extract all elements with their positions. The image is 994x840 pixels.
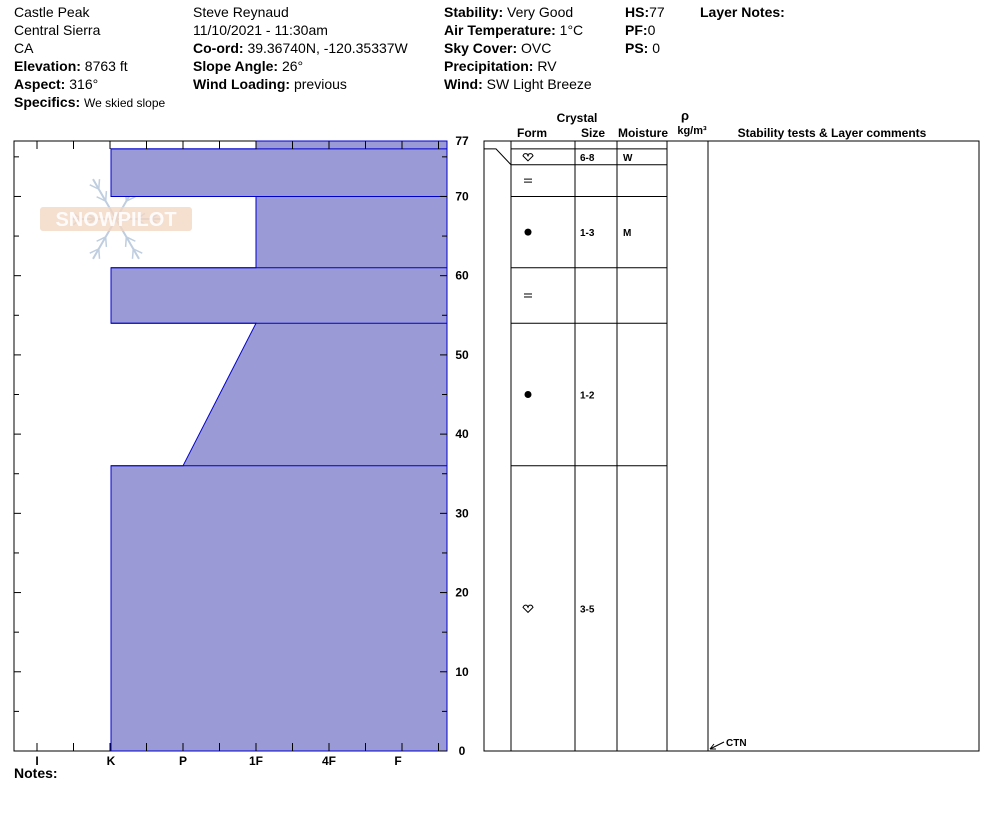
crystal-size-value: 6-8: [580, 152, 595, 164]
hardness-tick-label: 4F: [321, 754, 337, 768]
precip-label: Precipitation:: [444, 58, 534, 74]
pf-label: PF:: [625, 22, 648, 38]
header-moisture: Moisture: [617, 126, 669, 140]
state: CA: [14, 40, 34, 56]
layer-notes-label: Layer Notes:: [700, 4, 785, 20]
wind-value: SW Light Breeze: [486, 76, 592, 92]
coord-value: 39.36740N, -120.35337W: [247, 40, 408, 56]
logo-snowflake-branch: [126, 237, 127, 247]
coord-label: Co-ord:: [193, 40, 244, 56]
datetime: 11/10/2021 - 11:30am: [193, 22, 328, 38]
logo-snowflake-branch: [132, 249, 133, 259]
logo-text: SNOWPILOT: [55, 209, 177, 231]
air-temp-value: 1°C: [559, 22, 584, 38]
pf-value: 0: [647, 22, 656, 38]
header-size: Size: [580, 126, 606, 140]
crystal-size-value: 1-3: [580, 228, 595, 240]
logo-snowflake-branch: [99, 179, 100, 189]
logo-snowflake-branch: [106, 191, 107, 201]
depth-tick-label: 77: [455, 134, 469, 148]
moisture-value: W: [623, 152, 633, 164]
stability-label: Stability:: [444, 4, 504, 20]
mountain-range: Central Sierra: [14, 22, 101, 38]
crystal-size-value: 1-2: [580, 390, 595, 402]
hs-label: HS:: [625, 4, 650, 20]
sky-cover-value: OVC: [521, 40, 552, 56]
hardness-tick-label: P: [178, 754, 188, 768]
elevation-label: Elevation:: [14, 58, 81, 74]
depth-tick-label: 70: [455, 189, 469, 204]
header-density-symbol: ρ: [680, 108, 690, 123]
hardness-tick-label: K: [106, 754, 116, 768]
header-comments: Stability tests & Layer comments: [737, 126, 927, 140]
observer: Steve Reynaud: [193, 4, 289, 20]
crystal-form-melt-icon: [525, 391, 532, 398]
specifics-label: Specifics:: [14, 94, 81, 110]
depth-tick-label: 0: [458, 744, 466, 758]
location: Castle Peak: [14, 4, 90, 20]
sky-cover-label: Sky Cover:: [444, 40, 518, 56]
depth-tick-label: 20: [455, 585, 469, 600]
hardness-tick-label: 1F: [248, 754, 264, 768]
depth-tick-label: 40: [455, 427, 469, 442]
stability-test-label: CTN: [726, 738, 747, 749]
wind-loading-label: Wind Loading:: [193, 76, 291, 92]
depth-tick-label: 30: [455, 506, 469, 521]
stability-value: Very Good: [507, 4, 574, 20]
air-temp-label: Air Temperature:: [444, 22, 556, 38]
slope-value: 26°: [281, 58, 304, 74]
crystal-form-melt-icon: [525, 229, 532, 236]
hs-value: 77: [649, 4, 665, 20]
specifics-value: We skied slope: [84, 96, 166, 110]
logo-snowflake-branch: [99, 249, 100, 259]
ps-value: 0: [652, 40, 661, 56]
moisture-value: M: [623, 228, 632, 240]
slope-label: Slope Angle:: [193, 58, 279, 74]
depth-tick-label: 60: [455, 268, 469, 283]
notes-label: Notes:: [14, 765, 58, 781]
aspect-value: 316°: [69, 76, 99, 92]
ps-label: PS:: [625, 40, 649, 56]
logo-snowflake-branch: [106, 237, 107, 247]
precip-value: RV: [537, 58, 557, 74]
stratigraphy-frame: [484, 141, 979, 751]
crystal-size-value: 3-5: [580, 604, 595, 616]
header-density-unit: kg/m³: [677, 125, 707, 137]
wind-loading-value: previous: [293, 76, 347, 92]
depth-tick-label: 10: [455, 664, 469, 679]
elevation-value: 8763 ft: [84, 58, 128, 74]
wind-label: Wind:: [444, 76, 483, 92]
header-crystal: Crystal: [556, 111, 598, 125]
depth-tick-label: 50: [455, 347, 469, 362]
hardness-tick-label: I: [35, 754, 39, 768]
aspect-label: Aspect:: [14, 76, 66, 92]
header-form: Form: [517, 126, 547, 140]
hardness-tick-label: F: [394, 754, 402, 768]
